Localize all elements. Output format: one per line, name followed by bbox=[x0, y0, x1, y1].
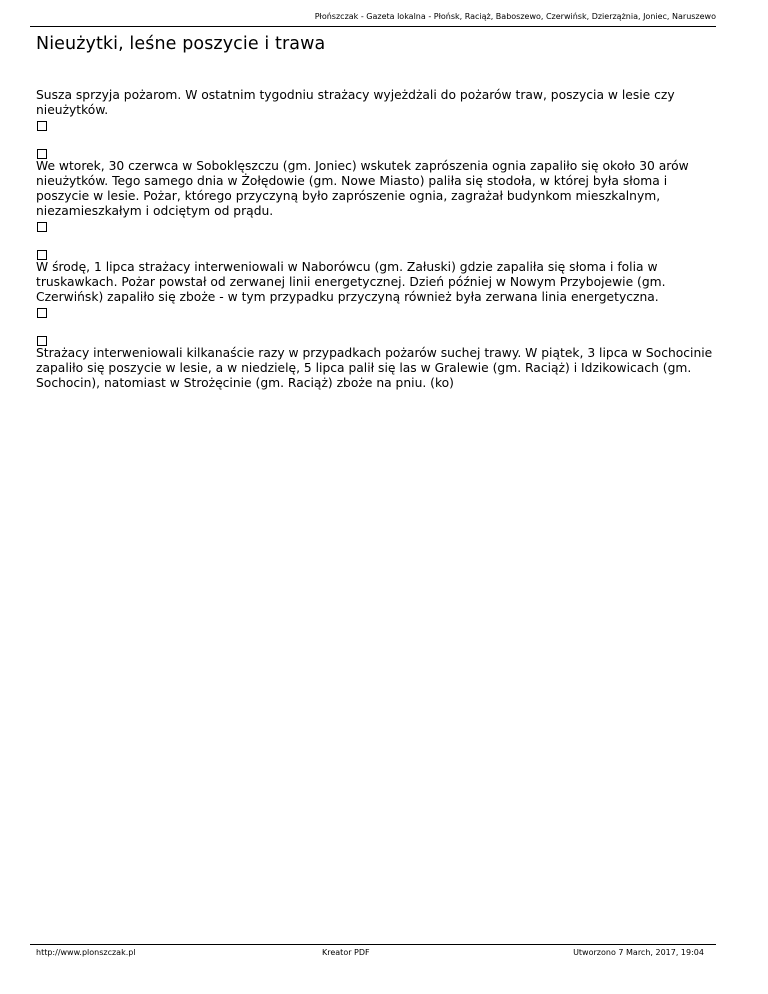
article-paragraph-3: W środę, 1 lipca strażacy interweniowali w Naborówcu (gm. Załuski) gdzie zapaliła się słoma i folia w truskawkach. Pożar powstał od zerwanej linii energetycznej. Dzień później w Nowym Przybojewie (gm. Czerwińsk) zapaliło się zboże - w tym przypadku przyczyną również była zerwana linia energetyczna. bbox=[36, 260, 666, 304]
article-title: Nieużytki, leśne poszycie i trawa bbox=[36, 34, 326, 54]
article-paragraph-4: Strażacy interweniowali kilkanaście razy w przypadkach pożarów suchej trawy. W piątek, 3 lipca w Sochocinie zapaliło się poszycie w lesie, a w niedzielę, 5 lipca palił się las w Gralewie (gm. Raciąż) i Idzikowicach (gm. Sochocin), natomiast w Strożęcinie (gm. Raciąż) zboże na pniu. (ko) bbox=[36, 346, 713, 390]
placeholder-image-icon bbox=[37, 308, 47, 318]
footer-site-link[interactable]: http://www.plonszczak.pl bbox=[36, 948, 136, 957]
placeholder-image-icon bbox=[37, 222, 47, 232]
article-paragraph-1: Susza sprzyja pożarom. W ostatnim tygodniu strażacy wyjeżdżali do pożarów traw, poszycia w lesie czy nieużytków. bbox=[36, 88, 675, 117]
article-body bbox=[36, 88, 716, 391]
placeholder-image-icon bbox=[37, 336, 47, 346]
footer-created-date: Utworzono 7 March, 2017, 19:04 bbox=[573, 948, 704, 957]
placeholder-image-icon bbox=[37, 121, 47, 131]
header-divider bbox=[30, 26, 716, 27]
placeholder-image-icon bbox=[37, 250, 47, 260]
page-header: Płońszczak - Gazeta lokalna - Płońsk, Raciąż, Baboszewo, Czerwińsk, Dzierzążnia, Joniec, Naruszewo bbox=[314, 12, 716, 21]
footer-divider bbox=[30, 944, 716, 945]
article-paragraph-2: We wtorek, 30 czerwca w Soboklęszczu (gm. Joniec) wskutek zaprószenia ognia zapaliło się około 30 arów nieużytków. Tego samego dnia w Żołędowie (gm. Nowe Miasto) paliła się stodoła, w której była słoma i poszycie w lesie. Pożar, którego przyczyną było zaprószenie ognia, zagrażał budynkom mieszkalnym, niezamieszkałym i odciętym od prądu. bbox=[36, 159, 689, 218]
placeholder-image-icon bbox=[37, 149, 47, 159]
footer-creator: Kreator PDF bbox=[322, 948, 370, 957]
